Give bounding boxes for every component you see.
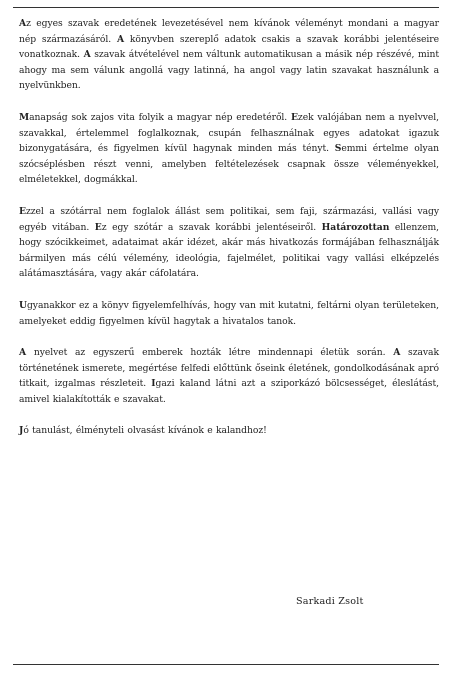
- bold-text: J: [19, 425, 24, 437]
- text-run: szavak történetének ismerete, megértése felfedi előttünk őseink életének, gondolkodásának apró titkait, izgalmas részleteit.: [19, 347, 439, 390]
- text-run: ellenzem, hogy szócikkeimet, adataimat akár idézet, akár más hivatkozás formájában felhasználják bármilyen más célú vélemény, ideológia, fajelmélet, politikai vagy vallási elképzelés alátámasztására, vagy akár cáfolatára.: [19, 221, 440, 280]
- bold-text: E: [94, 221, 102, 233]
- text-run: ó tanulást, élményteli olvasást kívánok e kalandhoz!: [23, 425, 267, 437]
- text-run: z egy szótár a szavak korábbi jelentéseiről.: [101, 221, 322, 233]
- bold-text: I: [151, 378, 156, 390]
- paragraph-3: [19, 204, 439, 282]
- bold-text: A: [83, 49, 91, 61]
- paragraph-5: [19, 345, 439, 407]
- paragraph-6: [19, 423, 439, 439]
- bold-text: E: [290, 111, 298, 123]
- bold-text: A: [393, 347, 401, 359]
- text-run: zek valójában nem a nyelvvel, szavakkal, értelemmel foglalkoznak, csupán felhasználnak egyes adatokat igazuk bizonygatására, és figyelmen kívül hagynak minden más tényt.: [19, 111, 439, 155]
- bold-text: M: [19, 111, 30, 123]
- top-rule: [13, 7, 439, 8]
- text-run: z egyes szavak eredetének levezetésével nem kívánok véleményt mondani a magyar nép származásáról.: [19, 18, 439, 45]
- author-signature: Sarkadi Zsolt: [296, 596, 364, 607]
- text-run: zzel a szótárral nem foglalok állást sem politikai, sem faji, származási, vallási vagy egyéb vitában.: [19, 205, 439, 233]
- bold-text: Határozottan: [321, 221, 390, 233]
- bottom-rule: [13, 664, 439, 665]
- text-run: könyvben szereplő adatok csakis a szavak korábbi jelentéseire vonatkoznak.: [19, 33, 439, 61]
- text-run: gyanakkor ez a könyv figyelemfelhívás, hogy van mit kutatni, feltárni olyan területeken, amelyeket eddig figyelmen kívül hagytak a hivatalos tanok.: [19, 299, 439, 327]
- bold-text: A: [19, 347, 27, 359]
- text-run: nyelvet az egyszerű emberek hozták létre mindennapi életük során.: [26, 347, 394, 359]
- text-run: anapság sok zajos vita folyik a magyar nép eredetéről.: [29, 111, 291, 123]
- paragraph-4: [19, 298, 439, 329]
- text-run: szavak átvételével nem váltunk automatikusan a másik nép részévé, mint ahogy ma sem válunk angollá vagy latinná, ha angol vagy latin szavakat használunk a nyelvünkben.: [19, 49, 440, 92]
- bold-text: S: [334, 143, 342, 155]
- page-body: [19, 16, 439, 439]
- bold-text: A: [116, 33, 125, 45]
- text-run: gazi kaland látni azt a sziporkázó bölcsességet, éleslátást, amivel kialakították e szavakat.: [19, 378, 439, 405]
- text-run: emmi értelme olyan szócséplésben részt venni, amelyben feltételezések csapnak össze véleményekkel, elméletekkel, dogmákkal.: [19, 143, 439, 186]
- bold-text: E: [19, 205, 26, 217]
- bold-text: A: [19, 18, 27, 29]
- paragraph-1: [19, 16, 439, 94]
- bold-text: U: [19, 299, 27, 311]
- paragraph-2: [19, 110, 439, 188]
